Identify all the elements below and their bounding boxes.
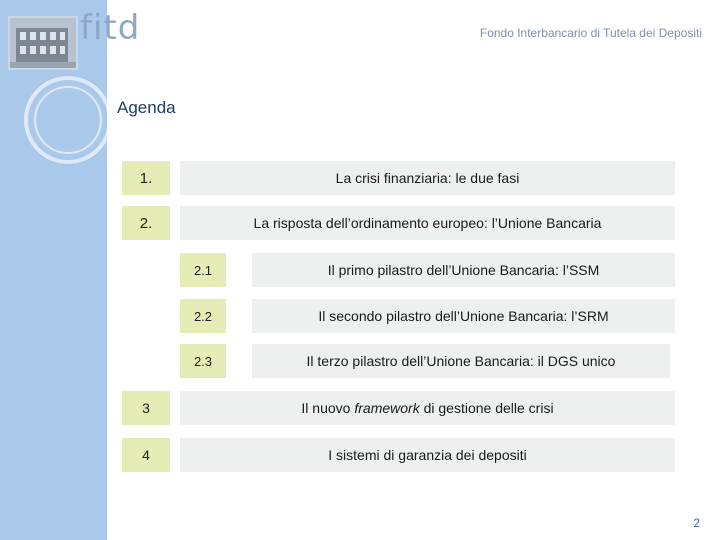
subitem-2-2-number-box [180,299,226,333]
subitem-2-3-text: Il terzo pilastro dell’Unione Bancaria: il DGS unico [306,353,616,369]
subitem-2-1-number: 2.1 [193,262,213,278]
item-4-number: 4 [142,447,150,463]
item-2-text: La risposta dell’ordinamento europeo: l’Unione Bancaria [253,215,602,231]
organization-name: Fondo Interbancario di Tutela dei Depositi [479,26,702,40]
item-2-number-box [122,206,170,240]
item-4-text: I sistemi di garanzia dei depositi [328,447,527,463]
item-1-text: La crisi finanziaria: le due fasi [335,170,520,186]
decorative-circles [0,0,107,540]
item-3-text-box [180,391,675,425]
subitem-2-2-number: 2.2 [193,308,213,324]
logo-image [8,16,78,70]
item-3-number-box [122,391,170,425]
subitem-2-3-number-box [180,344,226,378]
subitem-2-1-text: Il primo pilastro dell’Unione Bancaria: l’SSM [327,262,600,278]
item-3-text: Il nuovo framework di gestione delle crisi [301,400,554,416]
item-4-text-box [180,438,675,472]
subitem-2-2-text-box [252,299,675,333]
subitem-2-3-text-box [252,344,670,378]
item-1-text-box [180,161,675,195]
subitem-2-2-text: Il secondo pilastro dell’Unione Bancaria: l’SRM [318,308,609,324]
logo-text: fitd [80,8,141,48]
item-4-number-box [122,438,170,472]
subitem-2-1-text-box [252,253,675,287]
subitem-2-1-number-box [180,253,226,287]
item-1-number: 1. [139,169,153,187]
framework-italic: framework [354,400,420,416]
page-number: 2 [693,516,700,530]
item-2-number: 2. [139,214,153,232]
item-3-number: 3 [142,400,150,416]
subitem-2-3-number: 2.3 [193,353,213,369]
item-2-text-box [180,206,675,240]
item-1-number-box [122,161,170,195]
building-icon [10,18,76,68]
page-title: Agenda [117,98,176,117]
decorative-sidebar [0,0,107,540]
